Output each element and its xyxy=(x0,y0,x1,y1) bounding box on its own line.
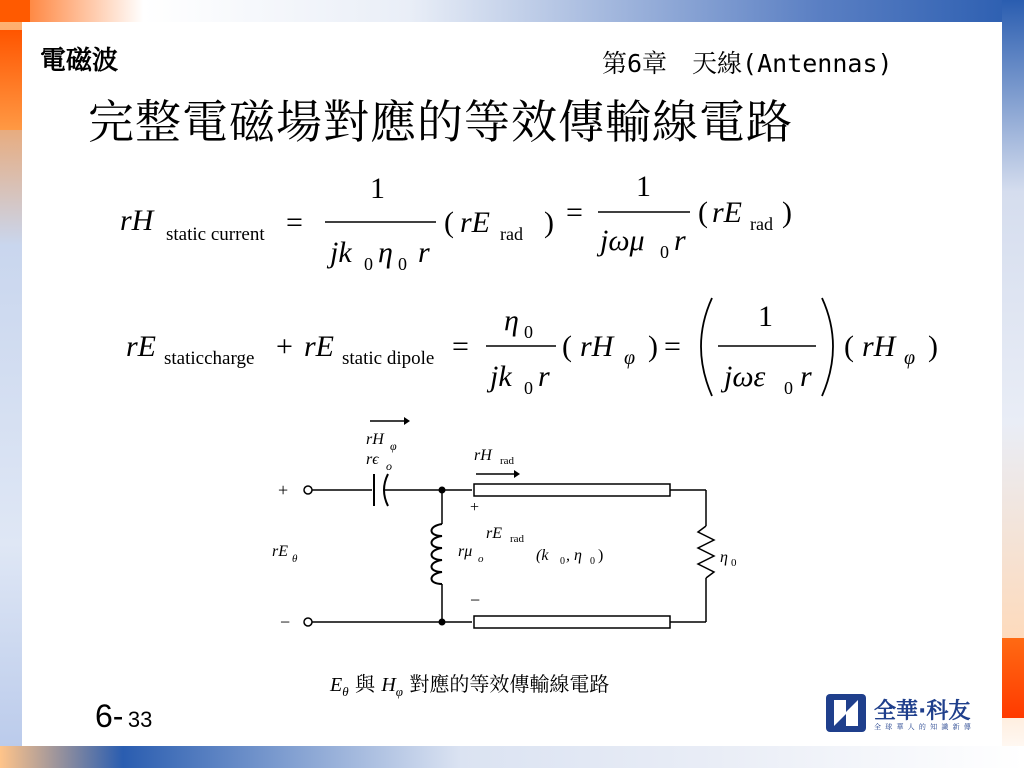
eq2-rE1: rE xyxy=(126,330,156,363)
eq1-rad-2: rad xyxy=(750,214,773,234)
eq1-rE: rE xyxy=(460,206,490,239)
caption-rest: 對應的等效傳輸線電路 xyxy=(409,672,610,696)
circuit-k0-sub: 0 xyxy=(560,556,565,567)
circuit-k0: (k xyxy=(536,547,549,564)
eq1-frac1-den-jk: jk xyxy=(330,236,352,269)
circuit-rEtheta-sub: θ xyxy=(292,553,298,565)
eq1-frac1-den-0b: 0 xyxy=(398,254,407,274)
logo-mark-icon xyxy=(826,694,866,732)
eq2-plus: + xyxy=(276,330,293,363)
eq1-frac1-num: 1 xyxy=(370,172,385,205)
publisher-logo xyxy=(826,694,996,734)
eq2-equals: = xyxy=(452,330,469,363)
eq1-frac2-den-jwmu: jωμ xyxy=(600,224,645,257)
rH-arrow-head xyxy=(404,417,410,425)
circuit-plus-left: + xyxy=(278,480,289,500)
eq1-equals-2: = xyxy=(566,196,583,229)
caption-E: E xyxy=(330,674,343,696)
resistor-zigzag xyxy=(698,526,714,578)
course-title: 電磁波 xyxy=(40,46,119,76)
circuit-plus-mid: + xyxy=(470,499,480,516)
circuit-rErad-sub: rad xyxy=(510,533,525,545)
inductor-coil xyxy=(432,524,443,584)
eq2-paren1-close: ) xyxy=(648,330,658,363)
eq2-frac2-den-0: 0 xyxy=(784,378,793,398)
eq2-frac1-num-eta: η xyxy=(504,304,519,337)
terminal-bottom-left xyxy=(304,618,312,626)
logo-tagline: 全 球 華 人 的 知 識 新 傳 xyxy=(874,723,972,731)
eq2-frac1-den-jk: jk xyxy=(490,360,512,393)
terminal-top-left xyxy=(304,486,312,494)
eq1-rE-2: rE xyxy=(712,196,742,229)
circuit-minus-left: − xyxy=(280,612,291,632)
chapter-title: 第6章 天線(Antennas) xyxy=(602,49,893,78)
eq2-sub1: staticcharge xyxy=(164,348,255,369)
circuit-reps-label: rϵ xyxy=(366,451,379,468)
circuit-rH-phi: φ xyxy=(390,439,397,453)
caption-with: 與 xyxy=(354,672,375,696)
eq1-frac2-den-r: r xyxy=(674,224,686,257)
eq2-phi: φ xyxy=(624,347,636,369)
circuit-rHrad-sub: rad xyxy=(500,455,515,467)
eq1-frac1-den-r: r xyxy=(418,236,430,269)
circuit-eta0-right-sub: 0 xyxy=(731,557,737,569)
eq2-paren2-close: ) xyxy=(928,330,938,363)
tline-bottom-bar xyxy=(474,616,670,628)
eq2-rE2: rE xyxy=(304,330,334,363)
eq2-rH-2: rH xyxy=(862,330,896,363)
eq2-paren2-open: ( xyxy=(844,330,854,363)
circuit-rHrad-label: rH xyxy=(474,447,492,464)
eq2-frac2-den-jwe: jωε xyxy=(724,360,766,393)
page-prefix: 6- xyxy=(95,698,124,734)
eq2-frac2-den-r: r xyxy=(800,360,812,393)
tline-top-bar xyxy=(474,484,670,496)
circuit-minus-mid: − xyxy=(470,590,481,610)
eq1-paren-open: ( xyxy=(444,206,454,239)
circuit-close: ) xyxy=(598,547,604,564)
circuit-rmu: rμ xyxy=(458,543,473,560)
eq2-phi-2: φ xyxy=(904,347,916,369)
eq2-frac2-num: 1 xyxy=(758,300,773,333)
eq1-lhs-sub: static current xyxy=(166,224,265,245)
eq1-paren2-open: ( xyxy=(698,196,708,229)
eq2-frac1-den-r: r xyxy=(538,360,550,393)
eq2-equals-2: = xyxy=(664,330,681,363)
circuit-rErad: rE xyxy=(486,525,502,542)
caption-E-sub: θ xyxy=(342,684,349,699)
page-number xyxy=(95,698,152,735)
caption-H: H xyxy=(381,674,396,696)
rHrad-arrow-head xyxy=(514,470,520,478)
eq1-lhs: rH xyxy=(120,204,154,237)
circuit-rH-label: rH xyxy=(366,431,384,448)
figure-caption xyxy=(330,668,609,700)
circuit-eta: , η xyxy=(566,547,582,564)
eq1-paren-close: ) xyxy=(544,206,554,239)
circuit-reps-o: o xyxy=(386,459,392,473)
eq2-rH: rH xyxy=(580,330,614,363)
eq1-frac1-den-eta: η xyxy=(378,236,393,269)
circuit-eta-sub: 0 xyxy=(590,556,595,567)
eq1-frac2-num: 1 xyxy=(636,170,651,203)
eq1-rad: rad xyxy=(500,224,523,244)
circuit-rEtheta: rE xyxy=(272,543,288,560)
circuit-eta0-right: η xyxy=(720,549,728,566)
slide-title: 完整電磁場對應的等效傳輸線電路 xyxy=(88,95,793,149)
circuit-rmu-sub: o xyxy=(478,553,484,565)
eq2-paren1-open: ( xyxy=(562,330,572,363)
eq1-paren2-close: ) xyxy=(782,196,792,229)
caption-H-sub: φ xyxy=(395,684,403,699)
eq2-frac1-den-0: 0 xyxy=(524,378,533,398)
eq1-frac2-den-0: 0 xyxy=(660,242,669,262)
eq1-frac1-den-0a: 0 xyxy=(364,254,373,274)
logo-name: 全華·科友 xyxy=(874,699,971,724)
eq2-frac1-num-0: 0 xyxy=(524,322,533,342)
eq2-sub2: static dipole xyxy=(342,348,435,369)
eq1-equals: = xyxy=(286,206,303,239)
page-num: 33 xyxy=(127,707,153,732)
